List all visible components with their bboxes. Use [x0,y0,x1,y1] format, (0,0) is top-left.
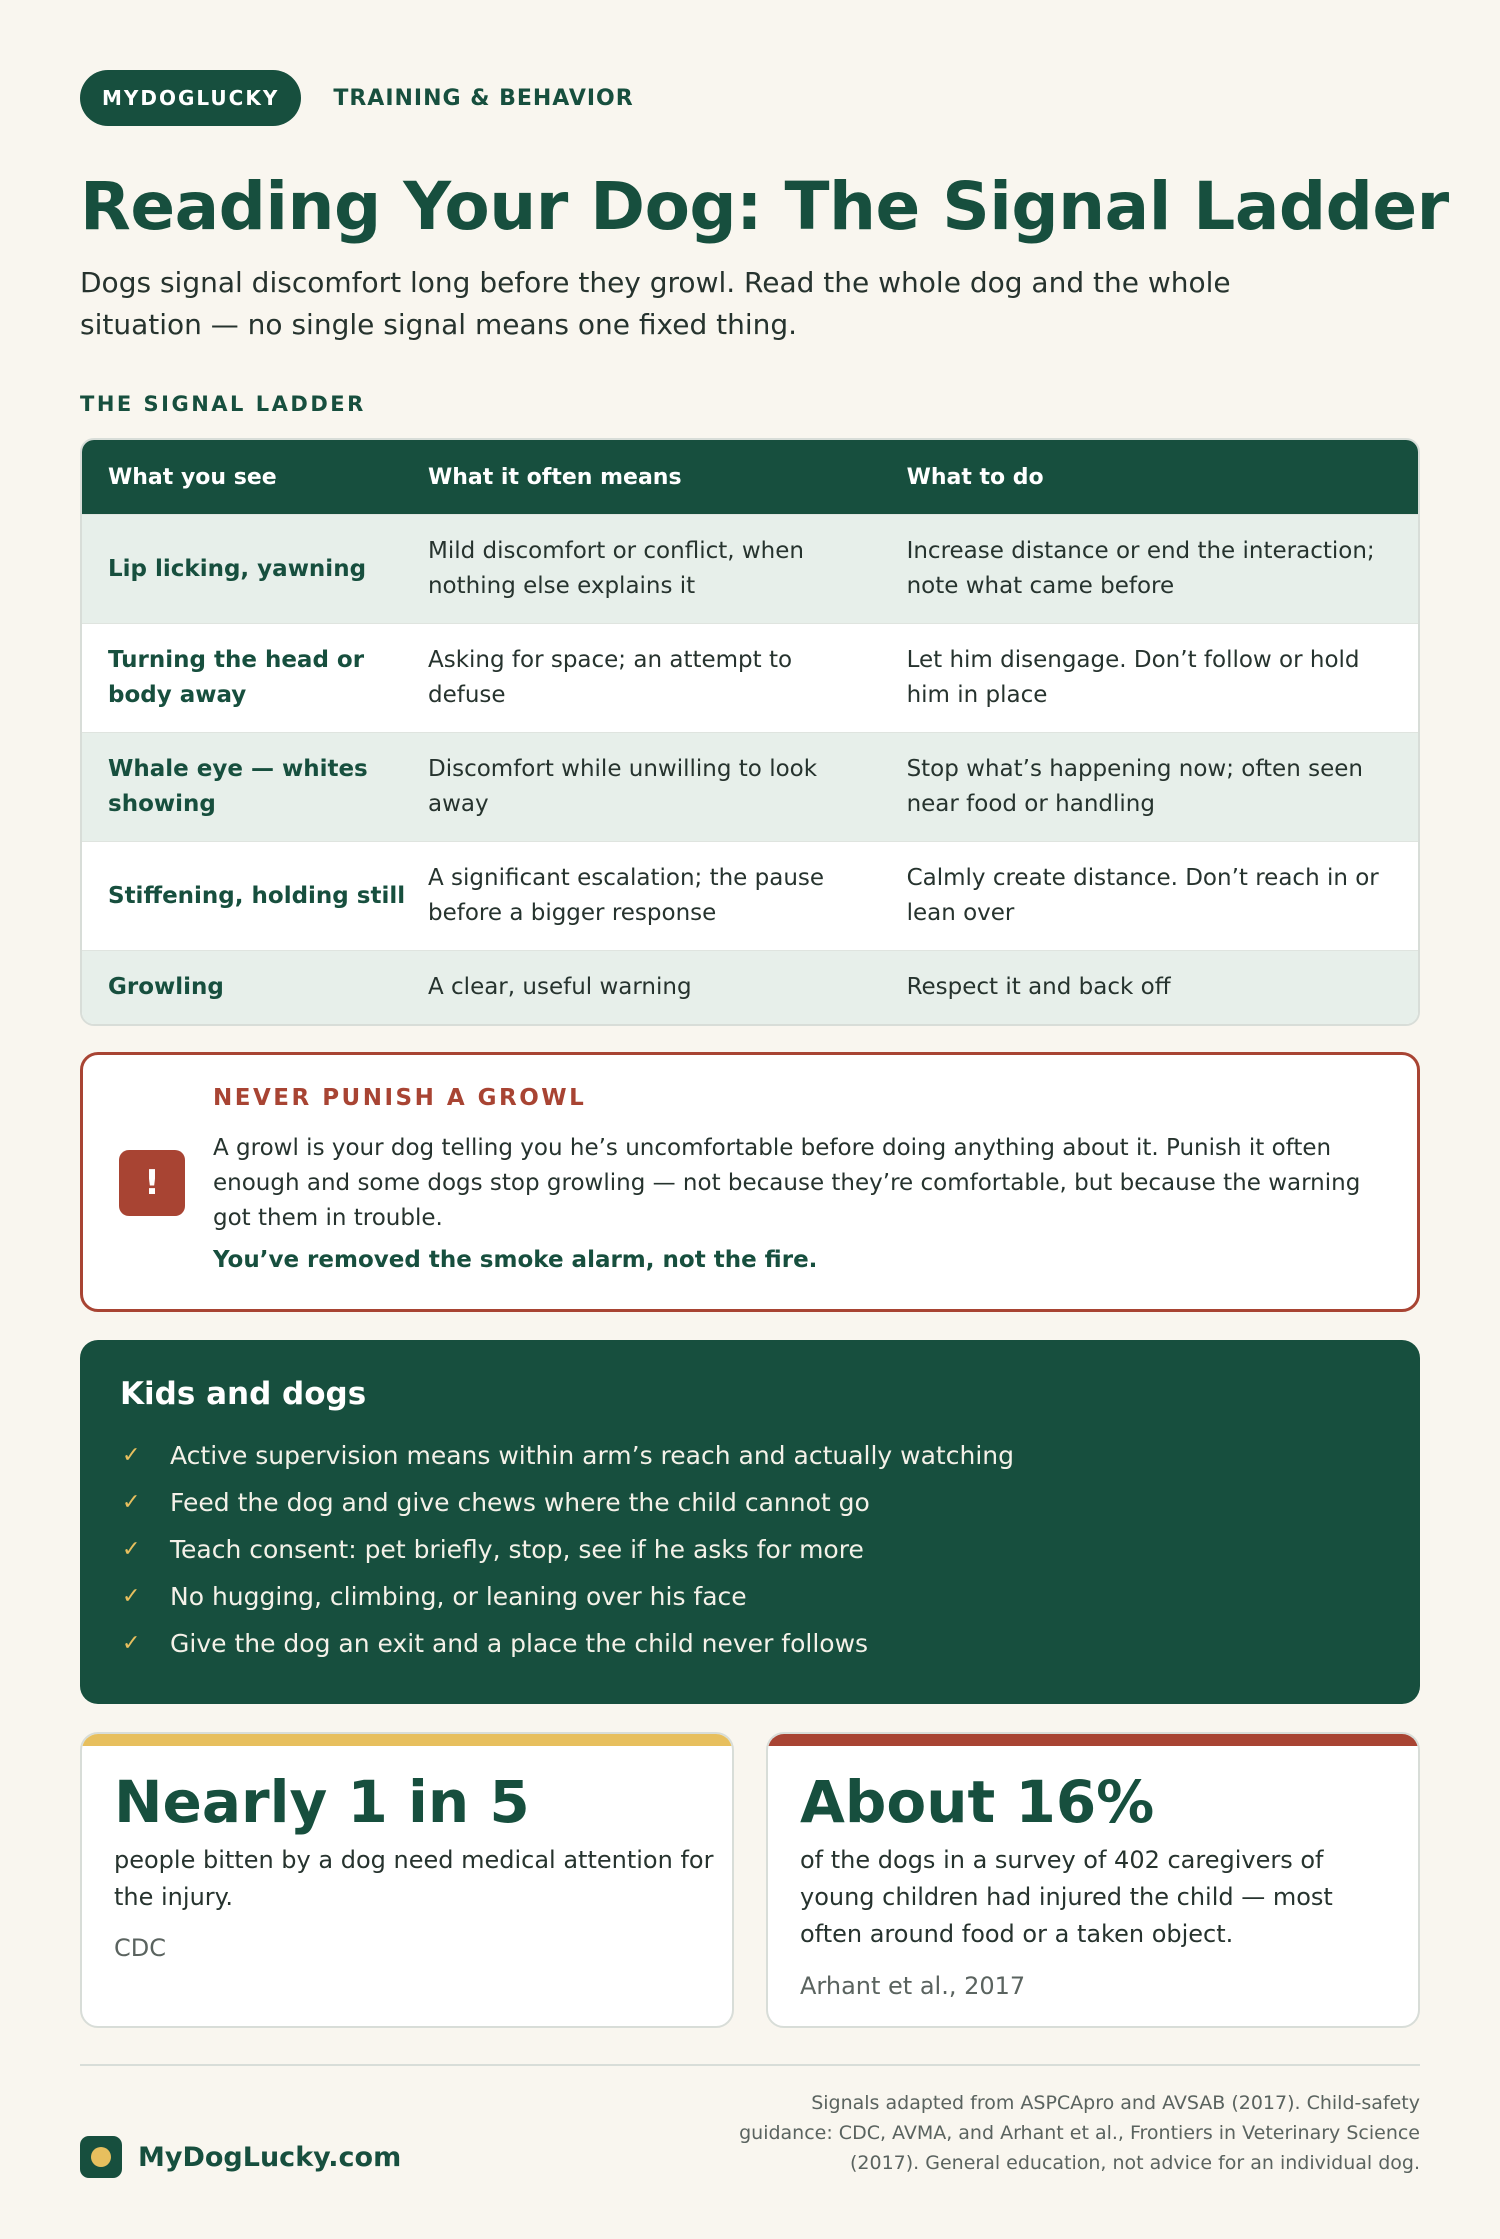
logo-text[interactable]: MyDogLucky.com [138,2141,402,2173]
signal-cell: Whale eye — whites showing [108,756,368,817]
list-item-text: Feed the dog and give chews where the child cannot go [170,1488,870,1517]
action-cell: Stop what’s happening now; often seen near food or handling [906,756,1363,817]
meaning-cell: A clear, useful warning [427,974,692,1000]
list-item [122,1479,1014,1526]
meaning-cell: Discomfort while unwilling to look away [427,756,818,817]
stat-card-bites [80,1732,734,2028]
meaning-cell: A significant escalation; the pause before a bigger response [427,865,825,926]
list-item [122,1573,1014,1620]
check-icon: ✓ [122,1584,141,1609]
signal-cell: Turning the head or body away [108,647,365,708]
warning-title: NEVER PUNISH A GROWL [213,1085,587,1111]
meaning-cell: Mild discomfort or conflict, when nothing else explains it [427,538,804,599]
stat-text: of the dogs in a survey of 402 caregivers of young children had injured the child — most often around food or a taken object. [800,1846,1333,1948]
stat-number: About 16% [800,1768,1155,1836]
category-label[interactable]: TRAINING & BEHAVIOR [333,85,634,111]
list-item-text: Give the dog an exit and a place the child never follows [170,1629,869,1658]
table-row [82,514,1418,623]
list-item [122,1526,1014,1573]
warning-emphasis: You’ve removed the smoke alarm, not the fire. [213,1247,818,1273]
action-cell: Respect it and back off [906,974,1171,1000]
alert-icon: ! [119,1150,185,1216]
stat-source: Arhant et al., 2017 [800,1972,1026,2000]
page-title: Reading Your Dog: The Signal Ladder [80,168,1449,245]
table-row [82,732,1418,841]
warning-callout [80,1052,1420,1312]
meaning-cell: Asking for space; an attempt to defuse [427,647,793,708]
table-row [82,841,1418,950]
signal-cell: Lip licking, yawning [108,555,367,582]
stat-text: people bitten by a dog need medical attention for the injury. [114,1846,714,1911]
check-icon: ✓ [122,1537,141,1562]
check-icon: ✓ [122,1490,141,1515]
table-row [82,950,1418,1024]
logo-dot [91,2147,111,2167]
section-label: THE SIGNAL LADDER [80,392,366,416]
intro-text: Dogs signal discomfort long before they growl. Read the whole dog and the whole situation — no single signal means one fixed thing. [80,266,1231,341]
footer-note: Signals adapted from ASPCApro and AVSAB (2017). Child-safety guidance: CDC, AVMA, and Arhant et al., Frontiers in Veterinary Science (2017). General education, not advice for an individual dog. [739,2092,1420,2174]
list-item-text: Teach consent: pet briefly, stop, see if he asks for more [170,1535,864,1564]
paw-logo-icon [80,2136,122,2178]
stat-card-caregivers [766,1732,1420,2028]
action-cell: Let him disengage. Don’t follow or hold him in place [906,647,1360,708]
kids-panel [80,1340,1420,1704]
kids-title: Kids and dogs [120,1376,367,1412]
footer-logo[interactable] [80,2136,401,2178]
stat-source: CDC [114,1934,166,1962]
column-header: What to do [906,464,1044,490]
stat-accent-bar [82,1734,732,1746]
table-header [82,440,1418,514]
list-item [122,1620,1014,1667]
warning-body: A growl is your dog telling you he’s uncomfortable before doing anything about it. Punish it often enough and some dogs stop growling — not because they’re comfortable, but because the warning got them in trouble. [213,1135,1361,1231]
stat-number: Nearly 1 in 5 [114,1768,530,1836]
action-cell: Calmly create distance. Don’t reach in or lean over [906,865,1379,926]
list-item-text: No hugging, climbing, or leaning over his face [170,1582,747,1611]
check-icon: ✓ [122,1631,141,1656]
signal-cell: Stiffening, holding still [108,882,406,909]
list-item-text: Active supervision means within arm’s reach and actually watching [170,1441,1014,1470]
table-row [82,623,1418,732]
list-item [122,1432,1014,1479]
check-icon: ✓ [122,1443,141,1468]
signal-table [80,438,1420,1026]
signal-cell: Growling [108,974,224,1000]
footer-divider [80,2064,1420,2066]
header-bar [80,70,634,126]
brand-badge[interactable]: MYDOGLUCKY [80,70,301,126]
stat-accent-bar [768,1734,1418,1746]
action-cell: Increase distance or end the interaction; note what came before [906,538,1375,599]
kids-checklist [122,1432,1014,1667]
column-header: What you see [108,464,277,490]
column-header: What it often means [427,464,682,490]
